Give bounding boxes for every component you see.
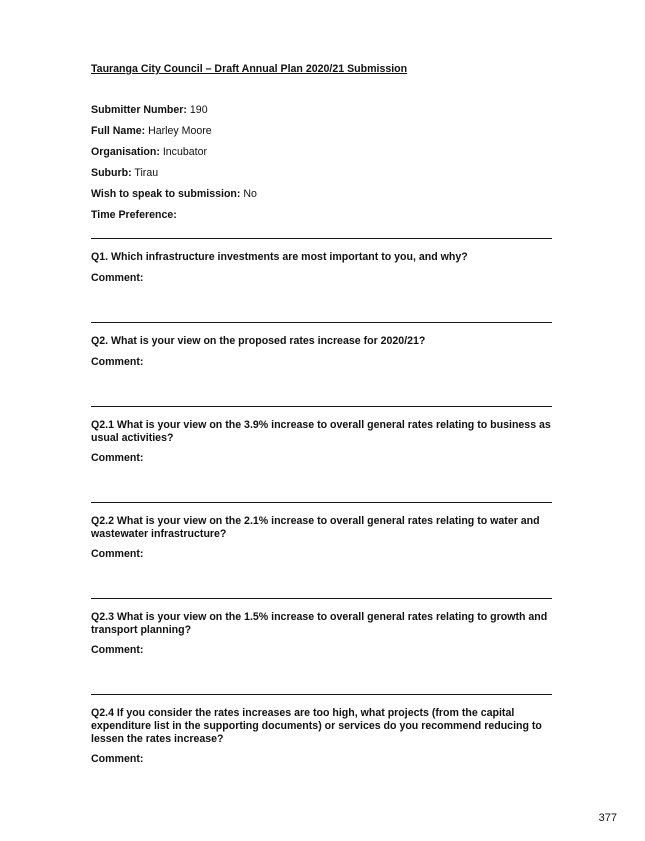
field-value: Incubator: [162, 146, 207, 158]
page-number: 377: [598, 812, 617, 824]
section-divider: [91, 598, 552, 599]
time-preference-field: [91, 209, 177, 222]
section-divider: [91, 322, 552, 323]
field-value: No: [243, 188, 257, 200]
field-value: 190: [189, 104, 208, 116]
question-q2: Q2. What is your view on the proposed rates increase for 2020/21?: [91, 335, 426, 347]
question-q2-3: Q2.3 What is your view on the 1.5% increase to overall general rates relating to growth and transport planning?: [91, 611, 548, 636]
suburb-field: [91, 167, 158, 180]
field-label: Time Preference:: [91, 209, 177, 221]
field-label: Suburb:: [91, 167, 132, 179]
field-label: Submitter Number:: [91, 104, 187, 116]
field-label: Organisation:: [91, 146, 160, 158]
comment-label: Comment:: [91, 272, 144, 284]
question-q1: Q1. Which infrastructure investments are most important to you, and why?: [91, 251, 468, 263]
submitter-number-field: [91, 104, 208, 117]
comment-label: Comment:: [91, 356, 144, 368]
full-name-field: [91, 125, 212, 138]
section-divider: [91, 406, 552, 407]
field-label: Wish to speak to submission:: [91, 188, 241, 200]
field-value: Tirau: [134, 167, 159, 179]
section-divider: [91, 502, 552, 503]
comment-label: Comment:: [91, 548, 144, 560]
organisation-field: [91, 146, 207, 159]
comment-label: Comment:: [91, 644, 144, 656]
field-value: Harley Moore: [148, 125, 212, 137]
question-q2-4: Q2.4 If you consider the rates increases are too high, what projects (from the capital expenditure list in the supporting documents) or services do you recommend reducing to lessen the rates increase?: [91, 707, 542, 745]
section-divider: [91, 694, 552, 695]
wish-to-speak-field: [91, 188, 257, 201]
comment-label: Comment:: [91, 452, 144, 464]
field-label: Full Name:: [91, 125, 146, 137]
section-divider: [91, 238, 552, 239]
question-q2-2: Q2.2 What is your view on the 2.1% increase to overall general rates relating to water and wastewater infrastructure?: [91, 515, 540, 540]
question-q2-1: Q2.1 What is your view on the 3.9% increase to overall general rates relating to business as usual activities?: [91, 419, 551, 444]
document-title: Tauranga City Council – Draft Annual Plan 2020/21 Submission: [91, 63, 408, 75]
comment-label: Comment:: [91, 753, 144, 765]
